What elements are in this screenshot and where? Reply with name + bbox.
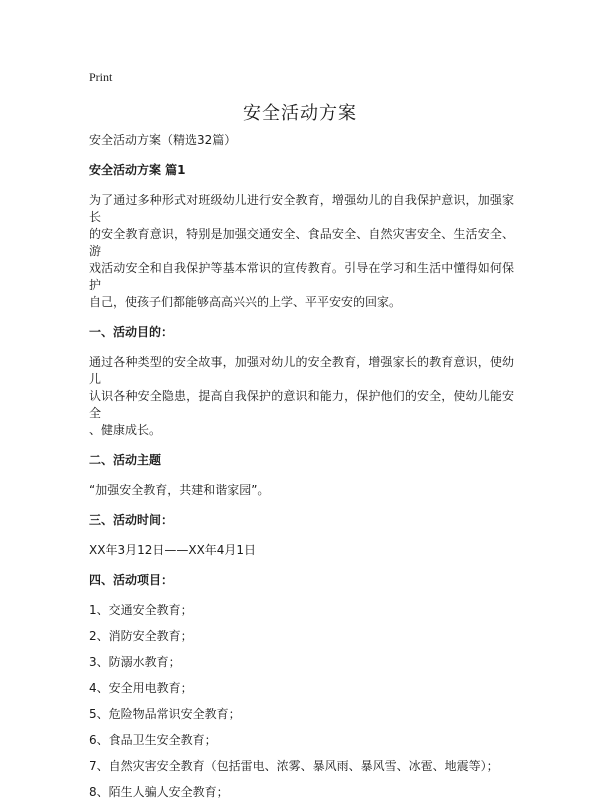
intro-line: 自己，使孩子们都能够高高兴兴的上学、平平安安的回家。 <box>89 295 402 309</box>
purpose-line: 通过各种类型的安全故事，加强对幼儿的安全教育，增强家长的教育意识，使幼儿 <box>89 355 514 386</box>
intro-line: 戏活动安全和自我保护等基本常识的宣传教育。引导在学习和生活中懂得如何保护 <box>89 261 514 292</box>
theme-text: “加强安全教育，共建和谐家园”。 <box>89 483 270 497</box>
list-item: 1、交通安全教育； <box>89 603 193 617</box>
purpose-line: 认识各种安全隐患，提高自我保护的意识和能力，保护他们的安全，使幼儿能安全 <box>89 389 514 420</box>
list-item: 6、食品卫生安全教育； <box>89 733 217 747</box>
intro-line: 为了通过多种形式对班级幼儿进行安全教育，增强幼儿的自我保护意识，加强家长 <box>89 193 514 224</box>
purpose-paragraph <box>89 354 514 439</box>
document-title: 安全活动方案 <box>243 103 357 124</box>
section-heading-purpose: 一、活动目的： <box>89 325 174 339</box>
document-subtitle: 安全活动方案（精选32篇） <box>89 133 237 147</box>
part-heading: 安全活动方案 篇1 <box>89 163 186 177</box>
time-text: XX年3月12日——XX年4月1日 <box>89 543 257 557</box>
section-heading-theme: 二、活动主题 <box>89 453 162 467</box>
list-item: 2、消防安全教育； <box>89 629 193 643</box>
list-item: 5、危险物品常识安全教育； <box>89 707 241 721</box>
section-heading-time: 三、活动时间： <box>89 513 174 527</box>
items-list <box>89 602 514 801</box>
list-item: 3、防溺水教育； <box>89 655 181 669</box>
purpose-line: 、健康成长。 <box>89 423 162 437</box>
section-heading-items: 四、活动项目： <box>89 573 174 587</box>
intro-line: 的安全教育意识，特别是加强交通安全、食品安全、自然灾害安全、生活安全、游 <box>89 227 514 258</box>
list-item: 7、自然灾害安全教育（包括雷电、浓雾、暴风雨、暴风雪、冰雹、地震等）； <box>89 759 499 773</box>
intro-paragraph <box>89 192 514 311</box>
list-item: 4、安全用电教育； <box>89 681 193 695</box>
document-body <box>89 132 514 810</box>
print-link[interactable]: Print <box>89 70 113 84</box>
list-item: 8、陌生人骗人安全教育； <box>89 785 229 799</box>
